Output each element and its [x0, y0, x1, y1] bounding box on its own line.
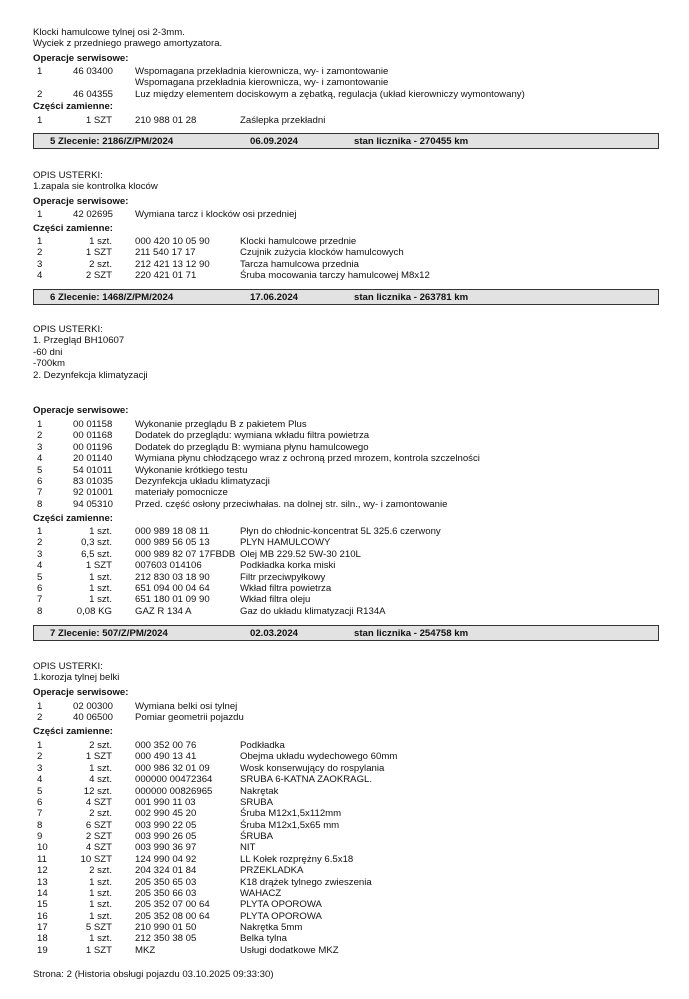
op-number: 1 [37, 209, 43, 220]
intro-line: Klocki hamulcowe tylnej osi 2-3mm. [33, 27, 185, 38]
intro-line: Wyciek z przedniego prawego amortyzatora. [33, 38, 223, 49]
part-description: PLYN HAMULCOWY [240, 537, 331, 549]
part-catalog-number: 212 830 03 18 90 [135, 571, 210, 583]
part-quantity: 6 SZT [85, 819, 112, 831]
part-description: Usługi dodatkowe MKZ [240, 944, 339, 956]
part-catalog-number: 003 990 22 05 [135, 819, 197, 831]
part-catalog-number: 003 990 26 05 [135, 831, 197, 843]
ops-heading: Operacje serwisowe: [33, 53, 129, 64]
op-description: Przed. część osłony przeciwhałas. na dolnej str. siln., wy- i zamontowanie [135, 498, 448, 510]
part-quantity: 1 szt. [89, 762, 112, 774]
parts-heading: Części zamienne: [33, 726, 113, 737]
part-description: WAHACZ [240, 887, 282, 899]
part-number: 11 [37, 853, 47, 865]
part-quantity: 1 szt. [89, 910, 112, 922]
part-number: 4 [37, 774, 43, 786]
part-catalog-number: 210 990 01 50 [135, 922, 197, 934]
op-number: 1 [37, 66, 43, 77]
op-description: Wykonanie przeglądu B z pakietem Plus [135, 419, 307, 430]
part-quantity: 1 SZT [85, 247, 112, 259]
part-quantity: 1 szt. [89, 236, 112, 247]
part-catalog-number: 124 990 04 92 [135, 853, 197, 865]
part-description: SRUBA 6-KATNA ZAOKRAGL. [240, 774, 373, 786]
issue-line: 1. Przegląd BH10607 [33, 335, 125, 347]
parts-heading: Części zamienne: [33, 101, 113, 112]
op-number: 6 [37, 475, 43, 487]
op-description: Luz między elementem dociskowym a zębatką, regulacja (układ kierowniczy wymontowany) [135, 88, 525, 100]
part-description: NIT [240, 842, 256, 854]
part-description: Gaz do układu klimatyzacji R134A [240, 605, 386, 617]
issue-line: 1.korozja tylnej belki [33, 672, 120, 684]
op-number: 1 [37, 419, 43, 430]
odometer-reading: stan licznika - 254758 km [354, 628, 469, 639]
part-description: Belka tylna [240, 933, 287, 945]
part-quantity: 1 szt. [89, 933, 112, 945]
part-catalog-number: 205 352 07 00 64 [135, 899, 210, 911]
part-catalog-number: 000 490 13 41 [135, 751, 197, 763]
order-title: 7 Zlecenie: 507/Z/PM/2024 [50, 628, 168, 639]
page-footer: Strona: 2 (Historia obsługi pojazdu 03.10.2025 09:33:30) [33, 969, 274, 980]
order-header-bar [33, 625, 659, 641]
part-description: Płyn do chłodnic-koncentrat 5L 325.6 czerwony [240, 526, 441, 537]
part-catalog-number: 205 350 66 03 [135, 887, 197, 899]
part-catalog-number: 212 350 38 05 [135, 933, 197, 945]
part-catalog-number: 000 989 18 08 11 [135, 526, 209, 537]
part-description: Wkład filtra powietrza [240, 582, 332, 594]
part-quantity: 1 SZT [85, 115, 112, 126]
odometer-reading: stan licznika - 270455 km [354, 136, 469, 147]
part-description: K18 drążek tylnego zwieszenia [240, 876, 372, 888]
part-quantity: 2 szt. [89, 258, 112, 270]
op-description: Wspomagana przekładnia kierownicza, wy- i zamontowanie [135, 66, 389, 77]
part-number: 3 [37, 258, 43, 270]
part-catalog-number: 003 990 36 97 [135, 842, 197, 854]
part-catalog-number: 205 350 65 03 [135, 876, 197, 888]
issue-line: 1.zapala sie kontrolka kloców [33, 181, 158, 193]
part-number: 12 [37, 865, 48, 877]
part-quantity: 4 szt. [89, 774, 112, 786]
part-description: Tarcza hamulcowa przednia [240, 258, 359, 270]
ops-heading: Operacje serwisowe: [33, 405, 129, 416]
part-number: 5 [37, 785, 43, 797]
part-description: Śruba mocowania tarczy hamulcowej M8x12 [240, 270, 430, 282]
part-number: 19 [37, 944, 48, 956]
part-catalog-number: 000 989 56 05 13 [135, 537, 210, 549]
op-number: 4 [37, 453, 43, 465]
op-description: Wymiana belki osi tylnej [135, 701, 238, 712]
op-code: 46 04355 [73, 88, 114, 100]
part-number: 8 [37, 605, 43, 617]
part-description: Śruba M12x1,5x65 mm [240, 819, 340, 831]
part-quantity: 1 szt. [89, 887, 112, 899]
part-number: 15 [37, 899, 48, 911]
op-number: 5 [37, 464, 43, 476]
part-catalog-number: 000000 00826965 [135, 785, 213, 797]
op-description: Pomiar geometrii pojazdu [135, 712, 244, 724]
issue-heading: OPIS USTERKI: [33, 661, 103, 672]
op-code: 02 00300 [73, 701, 114, 712]
part-number: 9 [37, 831, 43, 843]
part-catalog-number: 204 324 01 84 [135, 865, 197, 877]
op-code: 54 01011 [73, 464, 113, 476]
order-header-bar [33, 289, 659, 305]
part-quantity: 1 szt. [89, 571, 112, 583]
issue-line: 2. Dezynfekcja klimatyzacji [33, 369, 148, 381]
part-number: 3 [37, 548, 43, 560]
order-date: 02.03.2024 [250, 628, 299, 639]
part-catalog-number: 205 352 08 00 64 [135, 910, 210, 922]
part-quantity: 12 szt. [83, 785, 112, 797]
part-catalog-number: 000000 00472364 [135, 774, 213, 786]
op-number: 2 [37, 430, 43, 442]
part-description: Podkładka [240, 740, 285, 751]
part-catalog-number: MKZ [135, 944, 156, 956]
part-catalog-number: 000 420 10 05 90 [135, 236, 210, 247]
part-quantity: 4 SZT [85, 796, 112, 808]
part-number: 6 [37, 582, 43, 594]
op-code: 00 01168 [73, 430, 113, 442]
part-quantity: 5 SZT [85, 922, 112, 934]
part-number: 10 [37, 842, 48, 854]
part-catalog-number: 000 986 32 01 09 [135, 762, 210, 774]
op-code: 00 01158 [73, 419, 113, 430]
op-description: materiały pomocnicze [135, 487, 228, 499]
part-description: PLYTA OPOROWA [240, 899, 322, 911]
ops-heading: Operacje serwisowe: [33, 196, 129, 207]
part-description: Nakrętka 5mm [240, 922, 303, 934]
order-date: 06.09.2024 [250, 136, 299, 147]
part-number: 1 [37, 236, 43, 247]
op-number: 1 [37, 701, 43, 712]
part-catalog-number: 651 094 00 04 64 [135, 582, 210, 594]
part-quantity: 1 szt. [89, 582, 112, 594]
part-quantity: 10 SZT [80, 853, 112, 865]
part-quantity: 0,3 szt. [81, 537, 112, 549]
part-catalog-number: 212 421 13 12 90 [135, 258, 210, 270]
op-number: 3 [37, 441, 43, 453]
parts-heading: Części zamienne: [33, 513, 113, 524]
part-description: Śruba M12x1,5x112mm [240, 808, 342, 820]
part-number: 1 [37, 526, 43, 537]
part-description: Filtr przeciwpyłkowy [240, 571, 326, 583]
issue-line: -700km [33, 358, 65, 370]
part-catalog-number: 001 990 11 03 [135, 796, 196, 808]
part-number: 6 [37, 796, 43, 808]
part-catalog-number: 000 989 82 07 17FBDB [135, 548, 236, 560]
op-code: 00 01196 [73, 441, 113, 453]
issue-heading: OPIS USTERKI: [33, 170, 103, 181]
op-description: Dodatek do przeglądu: wymiana wkładu filtra powietrza [135, 430, 370, 442]
op-code: 40 06500 [73, 712, 114, 724]
part-number: 2 [37, 247, 43, 259]
part-quantity: 1 szt. [89, 899, 112, 911]
op-description: Wspomagana przekładnia kierownicza, wy- i zamontowanie [135, 77, 389, 89]
op-number: 8 [37, 498, 43, 510]
part-number: 17 [37, 922, 48, 934]
part-catalog-number: 007603 014106 [135, 560, 202, 572]
part-quantity: 2 SZT [85, 270, 112, 282]
part-description: Olej MB 229.52 5W-30 210L [240, 548, 361, 560]
op-description: Dodatek do przeglądu B: wymiana płynu hamulcowego [135, 441, 369, 453]
part-number: 4 [37, 560, 43, 572]
op-code: 92 01001 [73, 487, 114, 499]
op-number: 7 [37, 487, 43, 499]
part-catalog-number: 210 988 01 28 [135, 115, 197, 126]
part-description: PLYTA OPOROWA [240, 910, 322, 922]
part-number: 5 [37, 571, 43, 583]
part-quantity: 1 szt. [89, 526, 112, 537]
op-number: 2 [37, 712, 43, 724]
part-number: 18 [37, 933, 48, 945]
order-title: 6 Zlecenie: 1468/Z/PM/2024 [50, 292, 174, 303]
part-quantity: 1 SZT [85, 751, 112, 763]
part-number: 3 [37, 762, 43, 774]
order-header-bar [33, 133, 659, 149]
part-quantity: 6,5 szt. [81, 548, 112, 560]
part-description: PRZEKLADKA [240, 865, 304, 877]
parts-heading: Części zamienne: [33, 223, 113, 234]
part-quantity: 1 szt. [89, 876, 112, 888]
part-number: 16 [37, 910, 48, 922]
part-description: Czujnik zużycia klocków hamulcowych [240, 247, 404, 259]
issue-heading: OPIS USTERKI: [33, 324, 103, 335]
part-number: 7 [37, 594, 43, 606]
part-number: 7 [37, 808, 43, 820]
op-code: 20 01140 [73, 453, 113, 465]
part-catalog-number: 002 990 45 20 [135, 808, 197, 820]
part-quantity: 1 szt. [89, 594, 112, 606]
part-description: Wkład filtra oleju [240, 594, 311, 606]
part-description: Nakrętak [240, 785, 279, 797]
part-description: ŚRUBA [240, 831, 274, 843]
part-catalog-number: 211 540 17 17 [135, 247, 196, 259]
op-description: Dezynfekcja układu klimatyzacji [135, 475, 270, 487]
part-catalog-number: 651 180 01 09 90 [135, 594, 210, 606]
part-quantity: 0,08 KG [76, 605, 112, 617]
part-catalog-number: 220 421 01 71 [135, 270, 197, 282]
op-description: Wymiana tarcz i klocków osi przedniej [135, 209, 297, 220]
part-quantity: 2 SZT [85, 831, 112, 843]
order-title: 5 Zlecenie: 2186/Z/PM/2024 [50, 136, 174, 147]
op-code: 94 05310 [73, 498, 114, 510]
part-quantity: 2 szt. [89, 808, 112, 820]
part-number: 4 [37, 270, 43, 282]
op-description: Wykonanie krótkiego testu [135, 464, 248, 476]
part-number: 13 [37, 876, 48, 888]
op-code: 46 03400 [73, 66, 114, 77]
part-number: 14 [37, 887, 48, 899]
part-description: Podkładka korka miski [240, 560, 336, 572]
part-quantity: 1 SZT [85, 944, 112, 956]
issue-line: -60 dni [33, 346, 63, 358]
part-description: Obejma układu wydechowego 60mm [240, 751, 398, 763]
part-description: SRUBA [240, 796, 274, 808]
part-quantity: 1 SZT [85, 560, 112, 572]
op-description: Wymiana płynu chłodzącego wraz z ochroną przed mrozem, kontrola szczelności [135, 453, 480, 465]
op-number: 2 [37, 88, 43, 100]
part-number: 2 [37, 537, 43, 549]
part-quantity: 2 szt. [89, 740, 112, 751]
part-catalog-number: 000 352 00 76 [135, 740, 197, 751]
part-number: 1 [37, 115, 43, 126]
ops-heading: Operacje serwisowe: [33, 687, 129, 698]
part-description: Zaślepka przekładni [240, 115, 326, 126]
part-description: Wosk konserwujący do rospylania [240, 762, 385, 774]
part-catalog-number: GAZ R 134 A [135, 605, 192, 617]
part-quantity: 4 SZT [85, 842, 112, 854]
part-number: 8 [37, 819, 43, 831]
op-code: 83 01035 [73, 475, 114, 487]
odometer-reading: stan licznika - 263781 km [354, 292, 469, 303]
part-description: Klocki hamulcowe przednie [240, 236, 357, 247]
order-date: 17.06.2024 [250, 292, 299, 303]
part-number: 2 [37, 751, 43, 763]
op-code: 42 02695 [73, 209, 114, 220]
part-description: LL Kołek rozprężny 6.5x18 [240, 853, 354, 865]
part-number: 1 [37, 740, 43, 751]
part-quantity: 2 szt. [89, 865, 112, 877]
